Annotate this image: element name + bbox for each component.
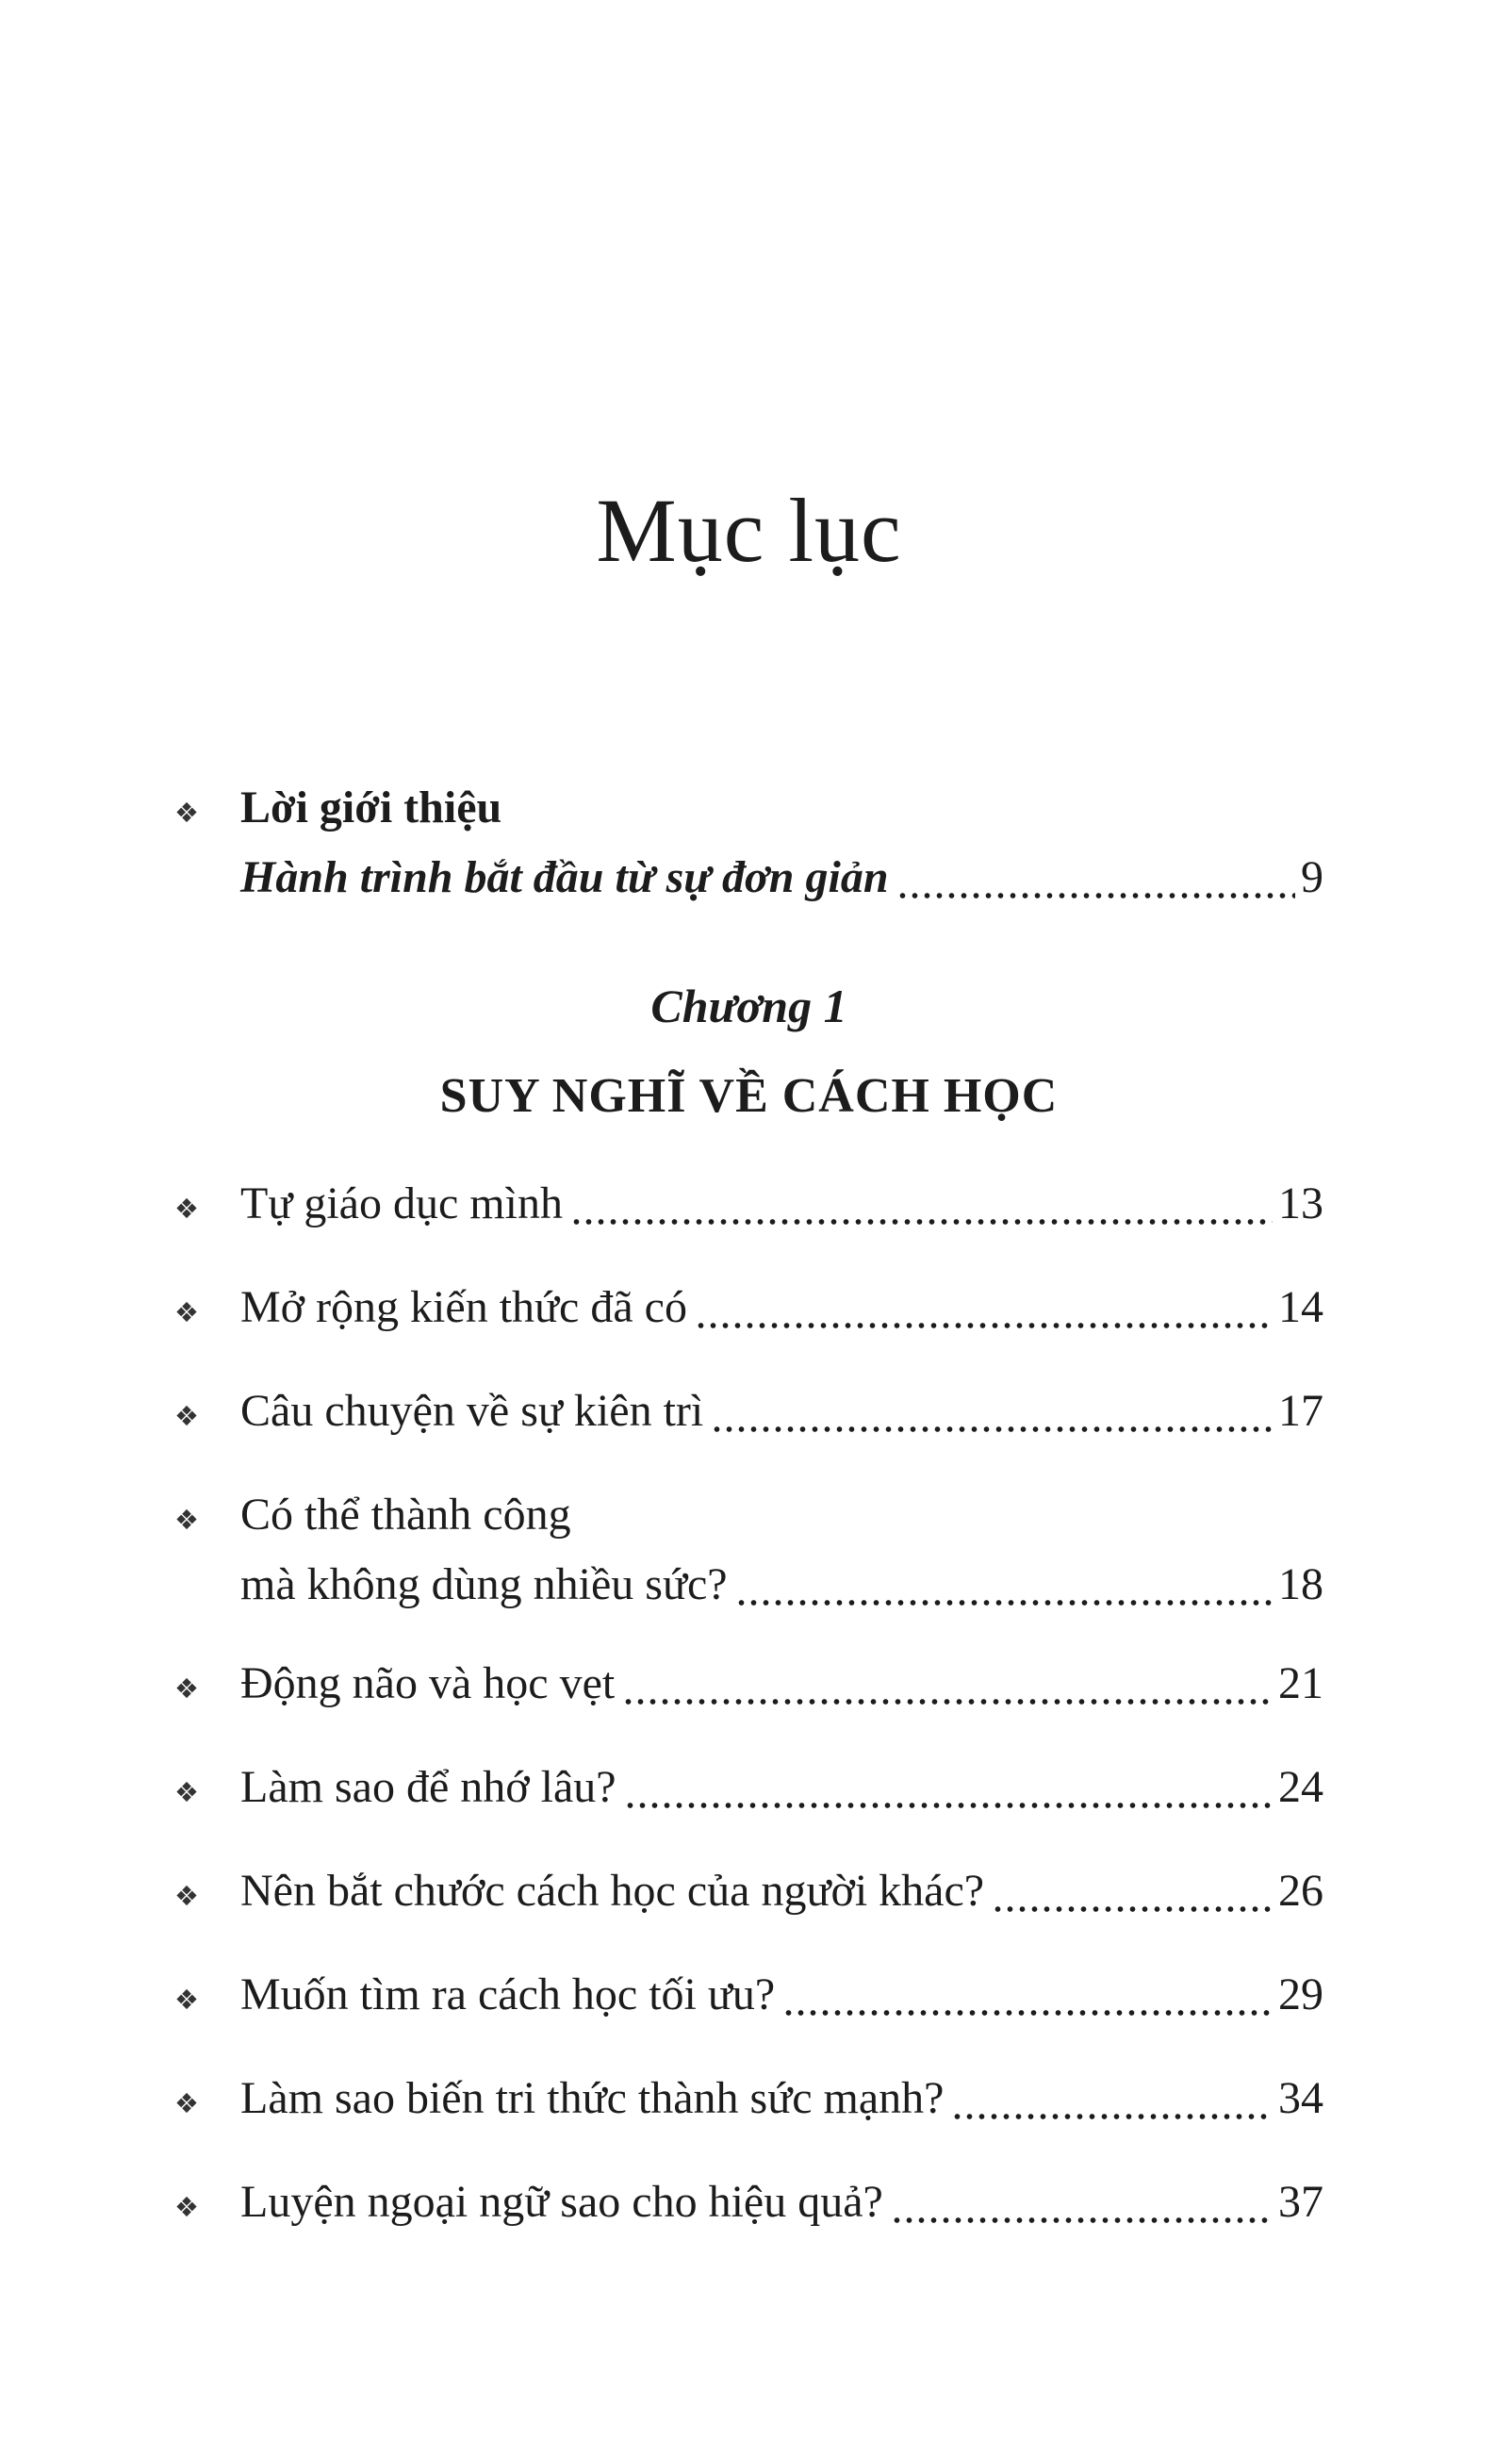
toc-entry-title: Động não và học vẹt <box>240 1658 616 1709</box>
dot-leader <box>624 1802 1273 1809</box>
diamond-bullet-icon: ❖ <box>174 1776 199 1809</box>
toc-entry-body <box>240 1273 1323 1343</box>
toc-entry-title: Làm sao biến tri thức thành sức mạnh? <box>240 2073 945 2124</box>
diamond-bullet-icon: ❖ <box>174 797 199 830</box>
toc-entry-subtitle: Hành trình bắt đầu từ sự đơn giản <box>240 852 889 903</box>
toc-entry-body <box>240 1960 1323 2030</box>
toc-entry-body <box>240 1856 1323 1926</box>
page-number: 18 <box>1278 1559 1323 1610</box>
diamond-bullet-icon: ❖ <box>174 2191 199 2224</box>
page-number: 34 <box>1278 2073 1323 2124</box>
dot-leader <box>711 1425 1273 1433</box>
toc-entry-body <box>240 1480 1323 1620</box>
toc-entry-title: Nên bắt chước cách học của người khác? <box>240 1866 985 1917</box>
diamond-bullet-icon: ❖ <box>174 1400 199 1433</box>
dot-leader <box>622 1698 1273 1705</box>
chapter-kicker: Chương 1 <box>650 980 847 1033</box>
toc-entry-title: Làm sao để nhớ lâu? <box>240 1762 616 1813</box>
toc-entry-line <box>240 1649 1323 1719</box>
toc-entry-title: Tự giáo dục mình <box>240 1178 563 1229</box>
diamond-bullet-icon: ❖ <box>174 2087 199 2120</box>
toc-entry-line <box>240 1273 1323 1343</box>
toc-entry-body <box>240 1649 1323 1719</box>
toc-entry <box>174 2167 1323 2242</box>
toc-entry <box>174 1960 1323 2035</box>
toc-entry-line <box>240 773 1323 843</box>
toc-entry-body <box>240 1376 1323 1446</box>
toc-entry-title: Muốn tìm ra cách học tối ưu? <box>240 1969 776 2020</box>
toc-entry <box>174 2064 1323 2138</box>
toc-entry-title: Có thể thành công <box>240 1490 571 1541</box>
dot-leader <box>695 1322 1273 1329</box>
toc-entry <box>174 1169 1323 1244</box>
toc-entry-line <box>240 2064 1323 2134</box>
toc-entry <box>174 1273 1323 1347</box>
toc-entry <box>174 1753 1323 1827</box>
toc-entry-body <box>240 1753 1323 1822</box>
toc-entry-body <box>240 1169 1323 1239</box>
page-number: 17 <box>1278 1386 1323 1437</box>
toc-entry-body <box>240 2064 1323 2134</box>
diamond-bullet-icon: ❖ <box>174 1296 199 1329</box>
toc-entry-line <box>240 1960 1323 2030</box>
page-number: 26 <box>1278 1866 1323 1917</box>
toc-entry-body <box>240 773 1323 913</box>
toc-entries <box>174 1169 1323 2242</box>
page-number: 14 <box>1278 1282 1323 1333</box>
toc-entry-line <box>240 1376 1323 1446</box>
diamond-bullet-icon: ❖ <box>174 1672 199 1705</box>
toc-entry-line <box>240 1753 1323 1822</box>
page-number: 13 <box>1278 1178 1323 1229</box>
toc-entry <box>174 1480 1323 1620</box>
toc-entry-title: Mở rộng kiến thức đã có <box>240 1282 687 1333</box>
dot-leader <box>896 892 1295 899</box>
page-title: Mục lục <box>596 480 902 581</box>
page-number: 9 <box>1301 852 1323 903</box>
toc-entry-line <box>240 1169 1323 1239</box>
toc-entry-line <box>240 843 1323 913</box>
diamond-bullet-icon: ❖ <box>174 1984 199 2017</box>
toc-entry <box>174 1649 1323 1723</box>
diamond-bullet-icon: ❖ <box>174 1504 199 1537</box>
diamond-bullet-icon: ❖ <box>174 1193 199 1226</box>
toc-entry-body <box>240 2167 1323 2237</box>
toc-entry-title: Câu chuyện về sự kiên trì <box>240 1386 704 1437</box>
toc-entry-intro <box>174 773 1323 913</box>
toc-entry <box>174 1376 1323 1451</box>
dot-leader <box>782 2009 1273 2017</box>
dot-leader <box>992 1905 1273 1913</box>
dot-leader <box>570 1218 1273 1226</box>
chapter-title: SUY NGHĨ VỀ CÁCH HỌC <box>439 1069 1059 1124</box>
dot-leader <box>891 2216 1273 2224</box>
page-number: 29 <box>1278 1969 1323 2020</box>
toc-entry-line <box>240 1480 1323 1550</box>
page-number: 37 <box>1278 2177 1323 2228</box>
diamond-bullet-icon: ❖ <box>174 1880 199 1913</box>
toc-entry-line <box>240 2167 1323 2237</box>
toc-entry-title: Lời giới thiệu <box>240 783 502 833</box>
page-number: 24 <box>1278 1762 1323 1813</box>
page-number: 21 <box>1278 1658 1323 1709</box>
toc-entry-line <box>240 1550 1323 1620</box>
dot-leader <box>951 2113 1273 2120</box>
toc-entry-line <box>240 1856 1323 1926</box>
dot-leader <box>735 1599 1273 1606</box>
chapter-heading <box>174 973 1323 1129</box>
toc-entry-title: mà không dùng nhiều sức? <box>240 1559 728 1610</box>
toc-entry-title: Luyện ngoại ngữ sao cho hiệu quả? <box>240 2177 883 2228</box>
toc-entry <box>174 1856 1323 1931</box>
